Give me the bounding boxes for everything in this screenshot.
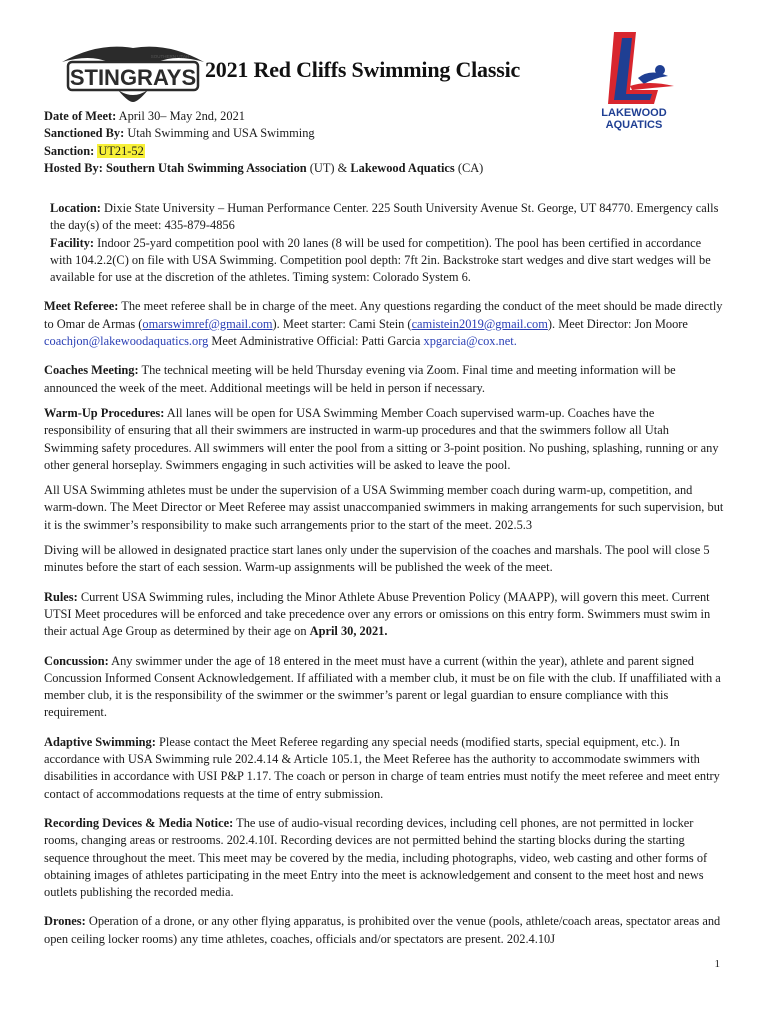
recording-devices-label: Recording Devices & Media Notice:	[44, 815, 234, 830]
meet-date-value: April 30– May 2nd, 2021	[118, 109, 245, 123]
admin-email-link[interactable]: xpgarcia@cox.net.	[423, 334, 517, 349]
rules-label: Rules:	[44, 589, 78, 604]
diving-paragraph: Diving will be allowed in designated practice start lanes only under the supervision of the coaches and marshals. The pool will close 5 minutes before the start of each session. Warm-up assignments will be published the week of the meet.	[44, 543, 710, 575]
coaches-meeting-text: The technical meeting will be held Thursday evening via Zoom. Final time and meeting information will be announced the week of the meet. Additional meetings will be held in person if necessary.	[44, 363, 676, 395]
drones-label: Drones:	[44, 914, 86, 929]
coaches-meeting-label: Coaches Meeting:	[44, 363, 139, 378]
sanctioned-by-line	[44, 125, 564, 142]
concussion-text: Any swimmer under the age of 18 entered in the meet must have a current (within the year), athlete and parent signed Concussion Informed Consent Acknowledgement. If affiliated with a member club, it must be on file with the club. If unaffiliated with a member club, it is the responsibility of the swimmer or the swimmer’s parent or legal guardian to ensure compliance with this requirement.	[44, 653, 721, 720]
hosted-by-host2: Lakewood Aquatics	[350, 160, 455, 175]
stingrays-logo-subtext: SOUTHERN UTAH	[150, 54, 190, 59]
location-label: Location:	[50, 201, 101, 215]
sanction-line	[44, 143, 564, 160]
age-date: April 30, 2021.	[309, 624, 388, 639]
facility-text: Indoor 25-yard competition pool with 20 lanes (8 will be used for competition). The pool has been certified in accordance with 104.2.2(C) on file with USA Swimming. Competition pool depth: 7ft 2in. Backstroke start wedges and dive start wedges will be available for use at the discretion of the athletes. Timing system: Colorado System 6.	[50, 235, 711, 285]
page-number: 1	[714, 958, 720, 970]
location-section	[44, 200, 724, 286]
referee-text-1: The meet referee shall be in charge of the meet. Any questions regarding the conduct of the meet should be made directly to Omar de Armas (	[44, 299, 723, 331]
hosted-by-state2: (CA)	[457, 160, 484, 175]
sanctioned-by-value: Utah Swimming and USA Swimming	[127, 126, 315, 141]
warmup-label: Warm-Up Procedures:	[44, 405, 165, 420]
referee-text-3: ). Meet Director: Jon Moore	[547, 316, 688, 331]
referee-email-link[interactable]: omarswimref@gmail.com	[142, 316, 273, 331]
coaches-meeting-section	[44, 362, 724, 397]
lakewood-logo-line1: LAKEWOOD	[601, 107, 667, 119]
concussion-section	[44, 653, 724, 722]
stingrays-logo	[58, 40, 208, 102]
warmup-section	[44, 405, 724, 474]
recording-devices-section	[44, 815, 724, 901]
rules-section	[44, 589, 724, 641]
hosted-by-state1: (UT) &	[309, 160, 348, 175]
meet-date-label: Date of Meet:	[44, 109, 117, 123]
referee-text-2: ). Meet starter: Cami Stein (	[272, 316, 412, 331]
adaptive-swimming-section	[44, 734, 724, 803]
location-text: Dixie State University – Human Performance Center. 225 South University Avenue St. George, UT 84770. Emergency calls the day(s) of the meet: 435-879-4856	[50, 201, 719, 233]
facility-label: Facility:	[50, 235, 95, 250]
supervision-paragraph: All USA Swimming athletes must be under the supervision of a USA Swimming member coach during warm-up, competition, and warm-down. The Meet Director or Meet Referee may assist unaccompanied swimmers in making arrangements for such supervision, but it is the swimmer’s responsibility to make such arrangements prior to the start of the meet. 202.5.3	[44, 483, 724, 532]
hosted-by-label: Hosted By:	[44, 160, 103, 175]
stingrays-logo-text: STINGRAYS	[69, 65, 197, 90]
recording-devices-text: The use of audio-visual recording devices, including cell phones, are not permitted in locker rooms, changing areas or restrooms. 202.4.10I. Recording devices are not permitted behind the starting blocks during the starting sequence throughout the meet. This meet may be covered by the media, including photographs, video, web casting and other forms of obtaining images of athletes participating in the meet Entry into the meet is acknowledgement and consent to the meet host and news outlets publishing the recorded media.	[44, 815, 708, 900]
adaptive-swimming-text: Please contact the Meet Referee regarding any special needs (modified starts, special equipment, etc.). In accordance with USA Swimming rule 202.4.14 & Article 105.1, the Meet Referee has the authority to accommodate swimmers with disabilities in accordance with USI P&P 1.17. The coach or person in charge of team entries must notify the meet referee and meet entry contact of accommodations requests at the time of entry submission.	[44, 734, 720, 801]
director-email-link[interactable]: coachjon@lakewoodaquatics.org	[44, 334, 209, 349]
rules-text: Current USA Swimming rules, including the Minor Athlete Abuse Prevention Policy (MAAPP), will govern this meet. Current UTSI Meet procedures will be enforced and take precedence over any errors or omissions on this entry form. Swimmers must swim in their actual Age Group as determined by their age on	[44, 589, 711, 639]
hosted-by-line	[44, 160, 564, 177]
sanction-label: Sanction:	[44, 143, 95, 158]
sanctioned-by-label: Sanctioned By:	[44, 126, 125, 141]
warmup-text: All lanes will be open for USA Swimming Member Coach supervised warm-up. Coaches have the responsibility of ensuring that all their swimmers are instructed in warm-up procedures and that the swimmers follow all Utah Swimming safety procedures. All swimmers will enter the pool from a sitting or 3-point position. No pushing, splashing, running or any other general horseplay. Swimmers engaging in such activities will be asked to leave the pool.	[44, 405, 719, 472]
concussion-label: Concussion:	[44, 653, 109, 668]
lakewood-aquatics-logo	[592, 28, 676, 132]
meet-info-block	[44, 108, 564, 177]
referee-section	[44, 298, 724, 350]
drones-section	[44, 913, 724, 948]
lakewood-logo-line2: AQUATICS	[605, 119, 663, 131]
adaptive-swimming-label: Adaptive Swimming:	[44, 734, 156, 749]
starter-email-link[interactable]: camistein2019@gmail.com	[411, 316, 548, 331]
referee-text-4: Meet Administrative Official: Patti Garcia	[211, 334, 421, 349]
referee-label: Meet Referee:	[44, 299, 119, 314]
page-title: 2021 Red Cliffs Swimming Classic	[205, 57, 521, 82]
meet-date-line	[44, 108, 564, 125]
hosted-by-host1: Southern Utah Swimming Association	[105, 160, 307, 175]
drones-text: Operation of a drone, or any other flying apparatus, is prohibited over the venue (pools, athlete/coach areas, spectator areas and open ceiling locker rooms) any time athletes, coaches, officials and/or spectators are present. 202.4.10J	[44, 914, 721, 946]
sanction-number: UT21-52	[98, 143, 144, 158]
document-body	[44, 200, 724, 956]
